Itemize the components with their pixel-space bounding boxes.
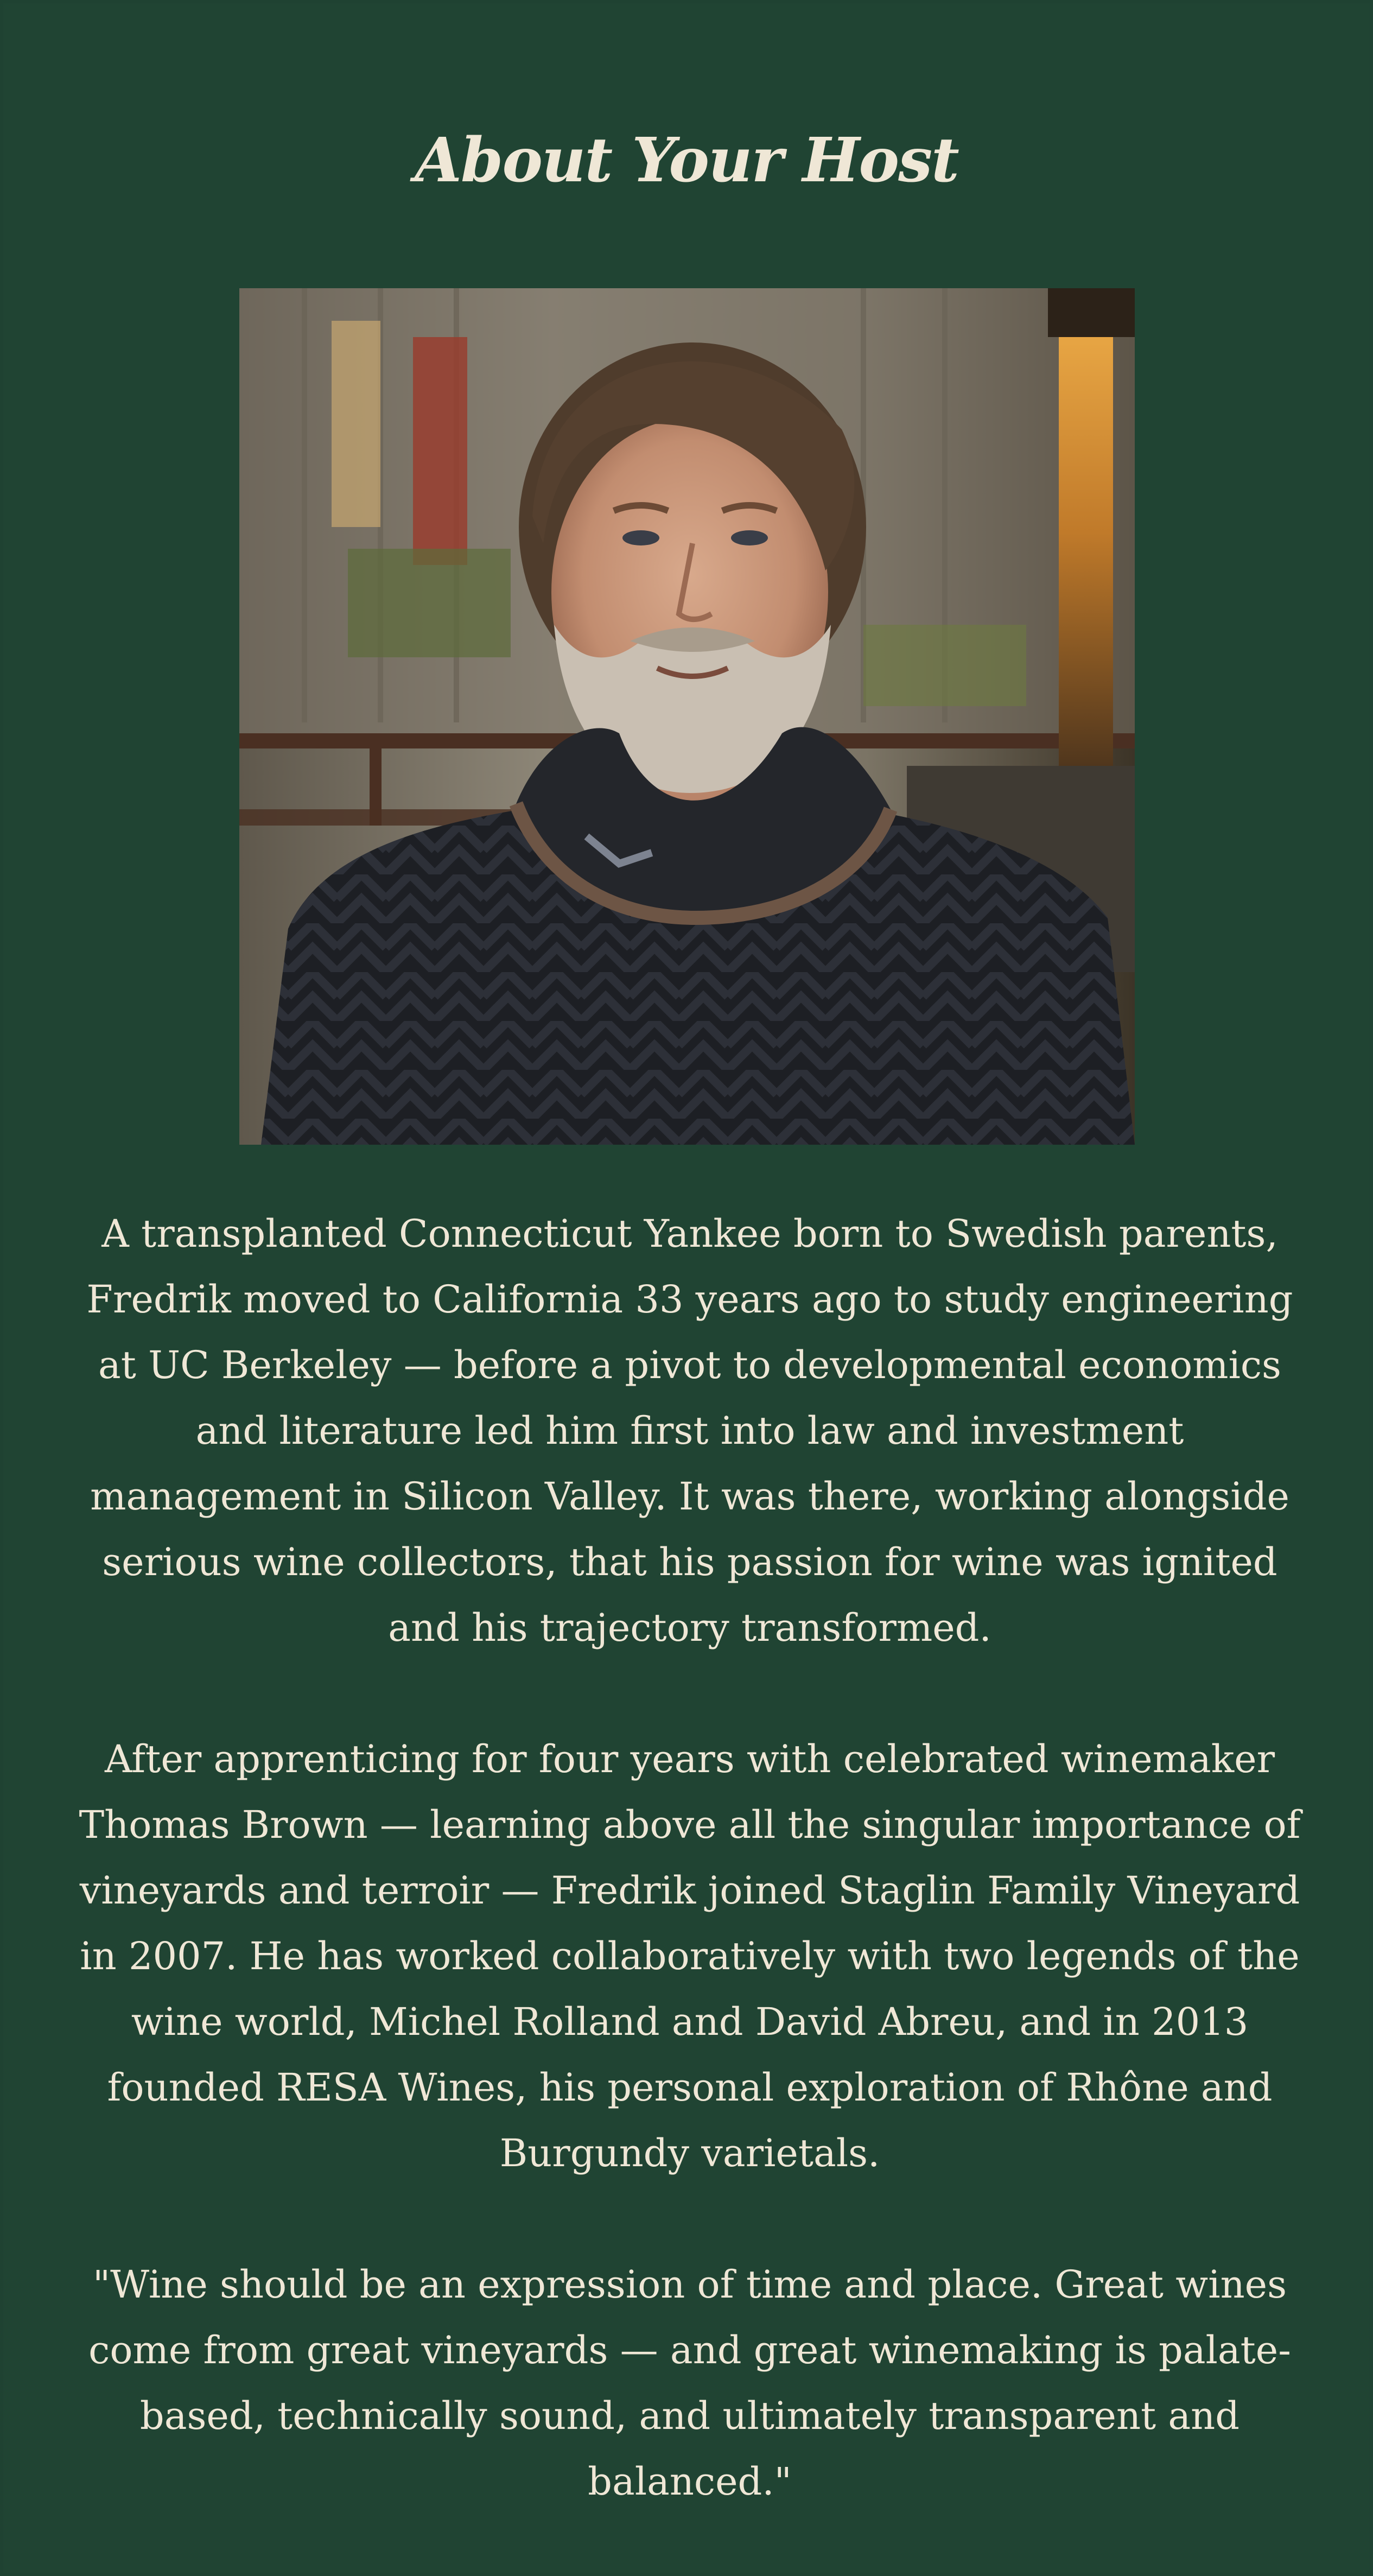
host-portrait-photo xyxy=(239,288,1135,1145)
bio-paragraph-2: After apprenticing for four years with celebrated winemaker Thomas Brown — learning above all the singular importance of vineyards and terroir — Fredrik joined Staglin Family Vineyard in 2007. He has worked collaboratively with two legends of the wine world, Michel Rolland and David Abreu, and in 2013 founded RESA Wines, his personal exploration of Rhône and Burgundy varietals. xyxy=(79,1737,1301,2175)
bio-paragraph-1: A transplanted Connecticut Yankee born to Swedish parents, Fredrik moved to California 33 years ago to study engineering at UC Berkeley — before a pivot to developmental economics and literature led him first into law and investment management in Silicon Valley. It was there, working alongside serious wine collectors, that his passion for wine was ignited and his trajectory transformed. xyxy=(86,1211,1293,1650)
portrait-illustration xyxy=(239,288,1135,1145)
about-host-section xyxy=(3,3,1370,2573)
section-title: About Your Host xyxy=(415,125,958,196)
host-quote: "Wine should be an expression of time and place. Great wines come from great vineyards — and great winemaking is palate-based, technically sound, and ultimately transparent and balanced." xyxy=(88,2262,1291,2504)
